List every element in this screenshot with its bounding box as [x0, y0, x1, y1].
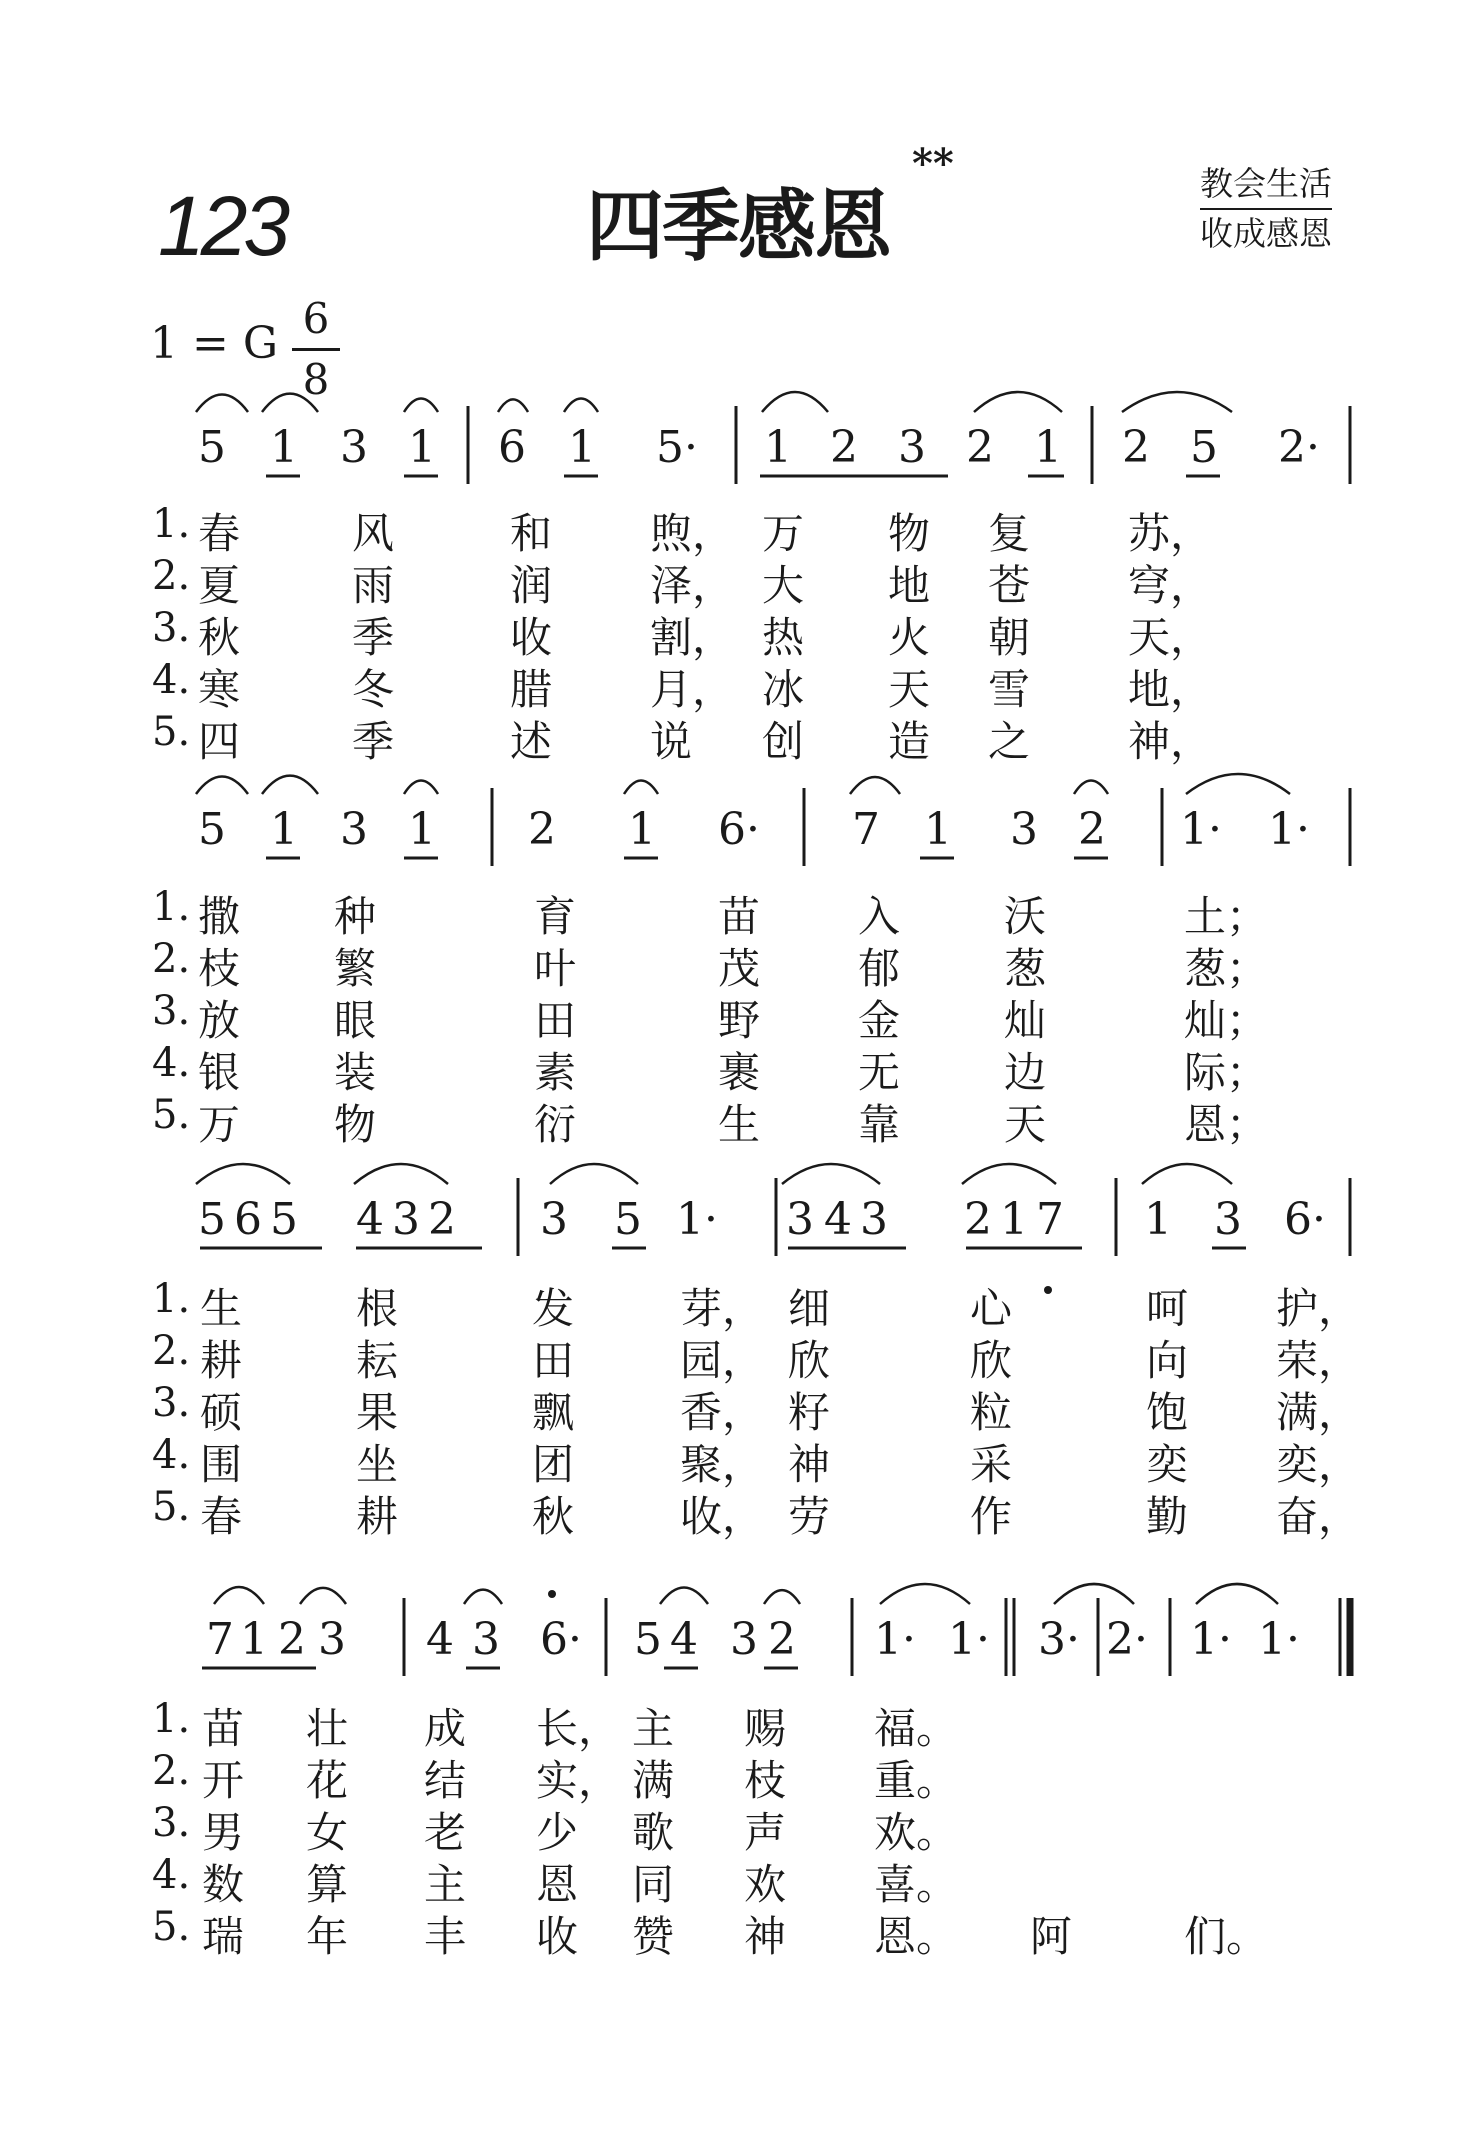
- note: 1: [270, 804, 298, 855]
- lyric-char: 实，: [536, 1756, 621, 1805]
- note: 6: [498, 422, 526, 473]
- lyric-char: 福。: [874, 1704, 959, 1753]
- lyric-char: 作: [970, 1492, 1013, 1541]
- lyric-char: 瑞: [202, 1912, 245, 1961]
- lyric-char: 籽: [788, 1388, 831, 1437]
- lyric-char: 金: [858, 996, 901, 1045]
- lyric-char: 腊: [510, 665, 553, 714]
- note: 1·: [1180, 804, 1222, 855]
- lyric-char: 田: [532, 1336, 575, 1385]
- note: 5: [198, 422, 226, 473]
- slur: [564, 399, 598, 412]
- note: 1: [628, 804, 656, 855]
- lyric-char: 雨: [352, 561, 395, 610]
- lyric-char: 生: [200, 1284, 243, 1333]
- lyric-char: 万: [198, 1100, 241, 1149]
- lyric-char: 热: [762, 613, 805, 662]
- lyric-char: 造: [888, 717, 931, 766]
- lyric-char: 煦，: [650, 509, 735, 558]
- lyric-char: 花: [306, 1756, 349, 1805]
- lyric-char: 少: [536, 1808, 579, 1857]
- note: 5: [198, 804, 226, 855]
- lyric-char: 根: [356, 1284, 399, 1333]
- lyric-char: 心: [970, 1284, 1013, 1333]
- time-signature-denominator: 8: [302, 355, 330, 404]
- lyric-char: 神: [744, 1912, 787, 1961]
- note: 1: [568, 422, 596, 473]
- lyric-char: 万: [762, 509, 805, 558]
- lyric-char: 同: [632, 1860, 675, 1909]
- lyric-char: 银: [198, 1048, 241, 1097]
- lyric-char: 香，: [680, 1388, 765, 1437]
- note: 3: [340, 804, 368, 855]
- lyric-char: 冬: [352, 665, 395, 714]
- category-top: 教会生活: [1200, 160, 1332, 210]
- lyric-char: 壮: [306, 1704, 349, 1753]
- lyric-char: 边: [1004, 1048, 1047, 1097]
- lyric-char: 土；: [1184, 892, 1269, 941]
- verse-number: 2.: [152, 553, 191, 599]
- slur: [498, 399, 528, 412]
- lyric-char: 天: [1004, 1100, 1047, 1149]
- lyric-char: 芽，: [680, 1284, 765, 1333]
- note: 1: [408, 804, 436, 855]
- lyric-char: 秋: [198, 613, 241, 662]
- lyric-char: 葱；: [1184, 944, 1269, 993]
- lyric-char: 坐: [356, 1440, 399, 1489]
- verse-number: 1.: [152, 1696, 191, 1742]
- slur: [880, 1584, 970, 1604]
- note: 1·: [676, 1194, 718, 1245]
- lyric-char: 主: [424, 1860, 467, 1909]
- lyric-char: 欣: [970, 1336, 1013, 1385]
- verse-number: 3.: [152, 988, 191, 1034]
- note: 3: [860, 1194, 888, 1245]
- slur: [354, 1164, 448, 1184]
- verse-number: 4.: [152, 1852, 191, 1898]
- verse-number: 1.: [152, 884, 191, 930]
- note: 3: [340, 422, 368, 473]
- lyric-char: 种: [334, 892, 377, 941]
- lyric-char: 灿: [1004, 996, 1047, 1045]
- note: 1·: [1268, 804, 1310, 855]
- verse-number: 3.: [152, 1800, 191, 1846]
- lyric-char: 奕: [1146, 1440, 1189, 1489]
- verse-number: 5.: [152, 1092, 191, 1138]
- lyric-char: 开: [202, 1756, 245, 1805]
- lyric-char: 长，: [536, 1704, 621, 1753]
- note: 2: [966, 422, 994, 473]
- category-bottom: 收成感恩: [1200, 214, 1332, 253]
- lyric-char: 创: [762, 717, 805, 766]
- note: 2: [428, 1194, 456, 1245]
- lyric-char: 夏: [198, 561, 241, 610]
- note: 5: [1190, 422, 1218, 473]
- slur: [196, 1164, 290, 1184]
- lyric-char: 呵: [1146, 1284, 1189, 1333]
- note: 6·: [540, 1614, 582, 1665]
- lyric-char: 郁: [858, 944, 901, 993]
- verse-number: 5.: [152, 709, 191, 755]
- hymn-title: 四季感恩: [586, 181, 891, 272]
- lyric-char: 生: [718, 1100, 761, 1149]
- lyric-char: 女: [306, 1808, 349, 1857]
- note: 7: [1036, 1194, 1064, 1245]
- note: 2·: [1106, 1614, 1148, 1665]
- lyric-char: 勤: [1146, 1492, 1189, 1541]
- note: 4: [824, 1194, 852, 1245]
- lyric-char: 天: [888, 665, 931, 714]
- lyric-char: 天，: [1128, 613, 1213, 662]
- note: 5·: [656, 422, 698, 473]
- lyric-char: 寒: [198, 665, 241, 714]
- lyric-char: 重。: [874, 1756, 959, 1805]
- lyric-char: 恩；: [1184, 1100, 1269, 1149]
- lyric-char: 衍: [534, 1100, 577, 1149]
- note: 1·: [948, 1614, 990, 1665]
- lyric-char: 苍: [988, 561, 1031, 610]
- lyric-char: 之: [988, 717, 1031, 766]
- lyric-char: 细: [788, 1284, 831, 1333]
- verse-number: 2.: [152, 1748, 191, 1794]
- lyric-char: 们。: [1184, 1912, 1269, 1961]
- note: 3: [786, 1194, 814, 1245]
- lyric-char: 野: [718, 996, 761, 1045]
- note: 3: [1214, 1194, 1242, 1245]
- lyric-char: 耕: [200, 1336, 243, 1385]
- lyric-char: 欢: [744, 1860, 787, 1909]
- note: 2: [278, 1614, 306, 1665]
- lyric-char: 裹: [718, 1048, 761, 1097]
- lyric-char: 聚，: [680, 1440, 765, 1489]
- verse-number: 4.: [152, 657, 191, 703]
- lyric-char: 繁: [334, 944, 377, 993]
- lyric-char: 说: [650, 717, 693, 766]
- lyric-char: 护，: [1276, 1284, 1361, 1333]
- lyric-char: 季: [352, 613, 395, 662]
- lyric-char: 欢。: [874, 1808, 959, 1857]
- lyric-char: 果: [356, 1388, 399, 1437]
- lyric-char: 泽，: [650, 561, 735, 610]
- slur: [660, 1587, 708, 1604]
- verse-number: 5.: [152, 1904, 191, 1950]
- slur: [974, 392, 1062, 412]
- lyric-char: 沃: [1004, 892, 1047, 941]
- lyric-char: 满: [632, 1756, 675, 1805]
- lyric-char: 润: [510, 561, 553, 610]
- lyric-char: 赞: [632, 1912, 675, 1961]
- lyric-char: 奋，: [1276, 1492, 1361, 1541]
- slur: [550, 1164, 638, 1184]
- lyric-char: 奕，: [1276, 1440, 1361, 1489]
- lyric-char: 风: [352, 509, 395, 558]
- lyric-char: 成: [424, 1704, 467, 1753]
- lyric-char: 撒: [198, 892, 241, 941]
- lyric-char: 围: [200, 1440, 243, 1489]
- lyric-char: 秋: [532, 1492, 575, 1541]
- note: 1: [924, 804, 952, 855]
- lyric-char: 数: [202, 1860, 245, 1909]
- lyric-char: 季: [352, 717, 395, 766]
- slur: [196, 777, 248, 794]
- verse-number: 1.: [152, 1276, 191, 1322]
- note: 1: [1144, 1194, 1172, 1245]
- note: 1: [408, 422, 436, 473]
- note: 7: [852, 804, 880, 855]
- note: 2: [1122, 422, 1150, 473]
- lyric-char: 田: [534, 996, 577, 1045]
- lyric-char: 飘: [532, 1388, 575, 1437]
- lyric-char: 枝: [744, 1756, 787, 1805]
- lyric-char: 春: [200, 1492, 243, 1541]
- lyric-char: 结: [424, 1756, 467, 1805]
- hymn-number: 123: [158, 179, 287, 273]
- slur: [196, 395, 248, 412]
- verse-number: 5.: [152, 1484, 191, 1530]
- lyric-char: 火: [888, 613, 931, 662]
- lyric-char: 恩: [536, 1860, 579, 1909]
- note: 4: [426, 1614, 454, 1665]
- verse-number: 4.: [152, 1040, 191, 1086]
- note: 2: [528, 804, 556, 855]
- verse-number: 4.: [152, 1432, 191, 1478]
- slur: [262, 394, 318, 412]
- lyric-char: 喜。: [874, 1860, 959, 1909]
- lyric-char: 苏，: [1128, 509, 1213, 558]
- lyric-char: 穹，: [1128, 561, 1213, 610]
- note: 2: [1078, 804, 1106, 855]
- slur: [214, 1587, 264, 1604]
- slur: [262, 776, 318, 794]
- note: 5: [614, 1194, 642, 1245]
- lyric-char: 枝: [198, 944, 241, 993]
- note: 6·: [718, 804, 760, 855]
- lyric-char: 丰: [424, 1912, 467, 1961]
- lyric-char: 恩。: [874, 1912, 959, 1961]
- slur: [1074, 781, 1108, 794]
- lyric-char: 耕: [356, 1492, 399, 1541]
- note: 3: [392, 1194, 420, 1245]
- lyric-char: 向: [1146, 1336, 1189, 1385]
- note: 6·: [1284, 1194, 1326, 1245]
- slur: [1142, 1164, 1232, 1184]
- key-signature: 1 = G: [150, 318, 278, 369]
- lyric-char: 际；: [1184, 1048, 1269, 1097]
- note: 4: [356, 1194, 384, 1245]
- slur: [300, 1588, 346, 1604]
- lyric-char: 歌: [632, 1808, 675, 1857]
- lyric-char: 神: [788, 1440, 831, 1489]
- lyric-char: 雪: [988, 665, 1031, 714]
- lyric-char: 耘: [356, 1336, 399, 1385]
- slur: [464, 1590, 502, 1604]
- note: 4: [670, 1614, 698, 1665]
- lyric-char: 大: [762, 561, 805, 610]
- verse-number: 2.: [152, 936, 191, 982]
- lyric-char: 述: [510, 717, 553, 766]
- lyric-char: 男: [202, 1808, 245, 1857]
- lyric-char: 装: [334, 1048, 377, 1097]
- slur: [850, 777, 900, 794]
- lyric-char: 茂: [718, 944, 761, 993]
- lyric-char: 欣: [788, 1336, 831, 1385]
- note: 5: [634, 1614, 662, 1665]
- lyric-char: 饱: [1146, 1388, 1189, 1437]
- slur: [962, 1164, 1056, 1184]
- lyric-char: 神，: [1128, 717, 1213, 766]
- lyric-char: 物: [334, 1100, 377, 1149]
- lyric-char: 和: [510, 509, 553, 558]
- slur: [1186, 774, 1290, 794]
- lyric-char: 朝: [988, 613, 1031, 662]
- note: 1: [1034, 422, 1062, 473]
- note: 7: [206, 1614, 234, 1665]
- note: 2: [768, 1614, 796, 1665]
- note: 1: [1000, 1194, 1028, 1245]
- lyric-char: 四: [198, 717, 241, 766]
- verse-number: 2.: [152, 1328, 191, 1374]
- lyric-char: 赐: [744, 1704, 787, 1753]
- slur: [404, 399, 438, 412]
- lyric-char: 冰: [762, 665, 805, 714]
- note: 5: [270, 1194, 298, 1245]
- lyric-char: 粒: [970, 1388, 1013, 1437]
- slur: [1122, 392, 1232, 412]
- lyric-char: 硕: [200, 1388, 243, 1437]
- slur: [764, 1590, 800, 1604]
- slur: [782, 1164, 880, 1184]
- note: 1·: [1190, 1614, 1232, 1665]
- slur: [624, 781, 658, 794]
- lyric-char: 地: [888, 561, 931, 610]
- note: 2: [964, 1194, 992, 1245]
- lyric-char: 苗: [718, 892, 761, 941]
- note: 2·: [1278, 422, 1320, 473]
- lyric-char: 收，: [680, 1492, 765, 1541]
- lyric-char: 月，: [650, 665, 735, 714]
- note: 1: [270, 422, 298, 473]
- note: 3: [1010, 804, 1038, 855]
- high-octave-dot: [548, 1590, 556, 1598]
- lyric-char: 满，: [1276, 1388, 1361, 1437]
- note: 3: [318, 1614, 346, 1665]
- lyric-char: 老: [424, 1808, 467, 1857]
- lyric-char: 春: [198, 509, 241, 558]
- note: 1·: [1258, 1614, 1300, 1665]
- lyric-char: 葱: [1004, 944, 1047, 993]
- note: 3: [730, 1614, 758, 1665]
- note: 3·: [1038, 1614, 1080, 1665]
- lyric-char: 劳: [788, 1492, 831, 1541]
- note: 1: [764, 422, 792, 473]
- verse-number: 1.: [152, 501, 191, 547]
- lyric-char: 发: [532, 1284, 575, 1333]
- lyric-char: 割，: [650, 613, 735, 662]
- lyric-char: 叶: [534, 944, 577, 993]
- lyric-char: 放: [198, 996, 241, 1045]
- note: 3: [540, 1194, 568, 1245]
- lyric-char: 物: [888, 509, 931, 558]
- lyric-char: 无: [858, 1048, 901, 1097]
- lyric-char: 荣，: [1276, 1336, 1361, 1385]
- verse-number: 3.: [152, 605, 191, 651]
- slur: [404, 781, 438, 794]
- low-octave-dot: [1044, 1286, 1052, 1294]
- lyric-char: 采: [970, 1440, 1013, 1489]
- lyric-char: 算: [306, 1860, 349, 1909]
- title-mark: **: [912, 140, 954, 187]
- lyric-char: 主: [632, 1704, 675, 1753]
- lyric-char: 眼: [334, 996, 377, 1045]
- note: 5: [198, 1194, 226, 1245]
- note: 3: [472, 1614, 500, 1665]
- lyric-char: 团: [532, 1440, 575, 1489]
- note: 3: [898, 422, 926, 473]
- lyric-char: 靠: [858, 1100, 901, 1149]
- lyric-char: 园，: [680, 1336, 765, 1385]
- verse-number: 3.: [152, 1380, 191, 1426]
- lyric-char: 声: [744, 1808, 787, 1857]
- lyric-char: 收: [510, 613, 553, 662]
- lyric-char: 入: [858, 892, 901, 941]
- lyric-char: 素: [534, 1048, 577, 1097]
- lyric-char: 收: [536, 1912, 579, 1961]
- note: 1: [240, 1614, 268, 1665]
- lyric-char: 地，: [1128, 665, 1213, 714]
- lyric-char: 阿: [1030, 1912, 1073, 1961]
- lyric-char: 育: [534, 892, 577, 941]
- note: 6: [234, 1194, 262, 1245]
- slur: [762, 392, 828, 412]
- lyric-char: 年: [306, 1912, 349, 1961]
- lyric-char: 灿；: [1184, 996, 1269, 1045]
- lyric-char: 苗: [202, 1704, 245, 1753]
- note: 2: [830, 422, 858, 473]
- slur: [1196, 1584, 1278, 1604]
- note: 1·: [874, 1614, 916, 1665]
- lyric-char: 复: [988, 509, 1031, 558]
- time-signature-numerator: 6: [292, 290, 340, 351]
- slur: [1054, 1584, 1134, 1604]
